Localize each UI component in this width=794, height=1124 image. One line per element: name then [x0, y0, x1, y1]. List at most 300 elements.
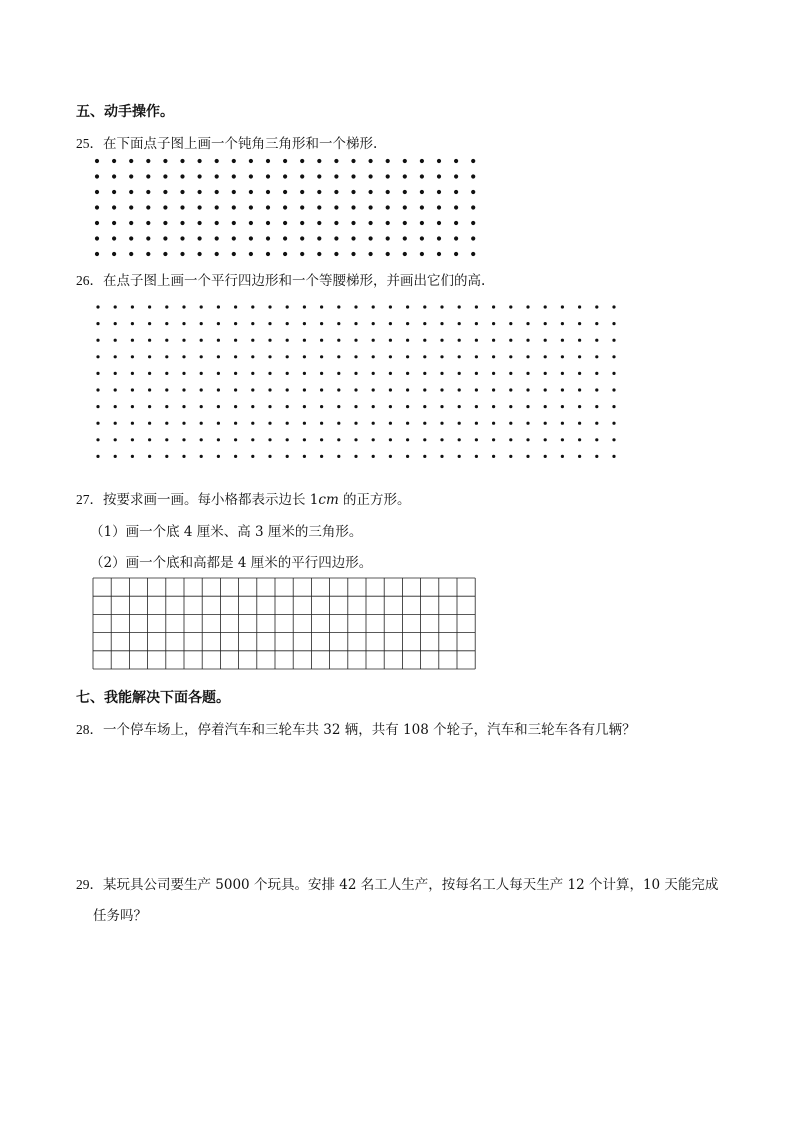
grid-dot [372, 455, 375, 458]
grid-dot [595, 422, 598, 425]
grid-dot [303, 455, 306, 458]
question-29-text: 某玩具公司要生产 5000 个玩具。安排 42 名工人生产，按每名工人每天生产 12 个计算，10 天能完成 [103, 877, 719, 893]
grid-dot [526, 422, 529, 425]
grid-dot [389, 388, 392, 391]
grid-dot [403, 205, 407, 209]
grid-dot [509, 388, 512, 391]
grid-dot [112, 159, 116, 163]
grid-dot [249, 159, 253, 163]
grid-dot [200, 405, 203, 408]
grid-dot [96, 322, 99, 325]
grid-dot [165, 305, 168, 308]
grid-dot [351, 159, 355, 163]
grid-dot [612, 305, 615, 308]
grid-dot [544, 438, 547, 441]
grid-dot [96, 339, 99, 342]
grid-dot [334, 190, 338, 194]
grid-dot [268, 405, 271, 408]
grid-dot [251, 455, 254, 458]
question-28-text: 一个停车场上，停着汽车和三轮车共 32 辆，共有 108 个轮子，汽车和三轮车各有几辆？ [103, 722, 636, 738]
grid-dot [561, 388, 564, 391]
grid-dot [337, 355, 340, 358]
grid-dot [369, 190, 373, 194]
grid-dot [354, 422, 357, 425]
grid-dot [372, 322, 375, 325]
grid-dot [492, 355, 495, 358]
grid-dot [372, 339, 375, 342]
grid-dot [454, 159, 458, 163]
grid-dot [389, 305, 392, 308]
grid-dot [544, 422, 547, 425]
question-25 [76, 132, 377, 152]
grid-dot [437, 174, 441, 178]
grid-dot [286, 372, 289, 375]
grid-dot [351, 236, 355, 240]
grid-dot [180, 205, 184, 209]
grid-dot [146, 252, 150, 256]
grid-dot [200, 455, 203, 458]
grid-dot [249, 190, 253, 194]
grid-dot [406, 339, 409, 342]
question-26 [76, 269, 485, 289]
grid-dot [612, 455, 615, 458]
grid-dot [182, 405, 185, 408]
grid-dot [198, 221, 202, 225]
grid-dot [249, 252, 253, 256]
grid-dot [251, 388, 254, 391]
grid-dot [320, 355, 323, 358]
grid-dot [232, 252, 236, 256]
grid-dot [475, 422, 478, 425]
grid-dot [129, 205, 133, 209]
grid-dot [406, 305, 409, 308]
grid-dot [200, 422, 203, 425]
grid-dot [492, 455, 495, 458]
grid-dot [595, 339, 598, 342]
grid-dot [509, 455, 512, 458]
grid-dot [286, 388, 289, 391]
grid-dot [165, 455, 168, 458]
grid-dot [198, 174, 202, 178]
grid-dot [369, 159, 373, 163]
grid-dot [561, 305, 564, 308]
grid-dot [232, 205, 236, 209]
grid-dot [612, 438, 615, 441]
grid-dot [561, 372, 564, 375]
grid-dot [300, 205, 304, 209]
grid-dot [475, 339, 478, 342]
grid-dot [249, 174, 253, 178]
grid-dot [423, 372, 426, 375]
grid-dot [182, 355, 185, 358]
grid-dot [437, 236, 441, 240]
grid-dot [386, 174, 390, 178]
question-26-text: 在点子图上画一个平行四边形和一个等腰梯形，并画出它们的高. [103, 273, 486, 289]
grid-dot [595, 355, 598, 358]
grid-dot [182, 422, 185, 425]
grid-dot [232, 221, 236, 225]
grid-dot [215, 174, 219, 178]
grid-dot [165, 388, 168, 391]
grid-dot [266, 159, 270, 163]
grid-dot [268, 355, 271, 358]
grid-dot [112, 205, 116, 209]
grid-dot [386, 159, 390, 163]
grid-dot [266, 221, 270, 225]
grid-dot [423, 355, 426, 358]
grid-dot [131, 322, 134, 325]
question-27-text-after: 的正方形。 [338, 492, 411, 508]
grid-dot [406, 322, 409, 325]
grid-dot [369, 221, 373, 225]
section-5-title: 五、动手操作。 [76, 104, 174, 120]
grid-dot [217, 388, 220, 391]
grid-dot [165, 438, 168, 441]
grid-dot [112, 174, 116, 178]
grid-dot [458, 322, 461, 325]
grid-dot [114, 438, 117, 441]
grid-dot [440, 372, 443, 375]
grid-dot [303, 422, 306, 425]
grid-dot [95, 159, 99, 163]
grid-dot [114, 339, 117, 342]
grid-dot [403, 236, 407, 240]
grid-dot [148, 339, 151, 342]
grid-dot [249, 236, 253, 240]
grid-dot [420, 174, 424, 178]
grid-dot [458, 455, 461, 458]
grid-dot [114, 355, 117, 358]
grid-dot [266, 174, 270, 178]
grid-dot [526, 322, 529, 325]
grid-dot [471, 174, 475, 178]
grid-dot [386, 205, 390, 209]
question-29-line-2: 任务吗？ [93, 908, 147, 924]
grid-dot [334, 205, 338, 209]
grid-dot [317, 174, 321, 178]
grid-dot [180, 252, 184, 256]
dot-grid-25[interactable] [88, 155, 488, 255]
grid-dot [129, 174, 133, 178]
grid-dot [131, 339, 134, 342]
question-27-unit: cm [318, 492, 339, 508]
dot-grid-26[interactable] [88, 300, 648, 470]
grid-dot [492, 322, 495, 325]
grid-dot [268, 438, 271, 441]
grid-dot [544, 372, 547, 375]
grid-dot [369, 205, 373, 209]
grid-dot [283, 236, 287, 240]
grid-dot [320, 405, 323, 408]
grid-dot [251, 305, 254, 308]
grid-dot [437, 190, 441, 194]
grid-dot [180, 159, 184, 163]
grid-dot [337, 372, 340, 375]
question-28-number: 28． [76, 722, 103, 737]
grid-dot [96, 422, 99, 425]
grid-dot [372, 438, 375, 441]
grid-dot [475, 455, 478, 458]
grid-dot [372, 305, 375, 308]
grid-dot [266, 190, 270, 194]
grid-dot [595, 455, 598, 458]
grid-dot [148, 422, 151, 425]
grid-dot [458, 388, 461, 391]
grid-dot [471, 159, 475, 163]
grid-dot [131, 405, 134, 408]
grid-dot [146, 174, 150, 178]
grid-dot [163, 159, 167, 163]
section-7-title: 七、我能解决下面各题。 [76, 690, 230, 706]
grid-dot [509, 305, 512, 308]
grid-dot [526, 405, 529, 408]
grid-dot [182, 322, 185, 325]
grid-dot [454, 190, 458, 194]
grid-dot [148, 388, 151, 391]
grid-dot [283, 159, 287, 163]
grid-dot [303, 322, 306, 325]
grid-dot [320, 305, 323, 308]
grid-dot [526, 305, 529, 308]
grid-dot [612, 405, 615, 408]
grid-dot [286, 405, 289, 408]
grid-dot [300, 252, 304, 256]
grid-dot [320, 322, 323, 325]
grid-dot [234, 438, 237, 441]
grid-dot [612, 322, 615, 325]
grid-dot [95, 252, 99, 256]
grid-dot [317, 221, 321, 225]
grid-dot [423, 422, 426, 425]
grid-dot [458, 438, 461, 441]
grid-dot [215, 252, 219, 256]
grid-dot [372, 422, 375, 425]
grid-dot [182, 305, 185, 308]
grid-dot [578, 455, 581, 458]
grid-dot [320, 455, 323, 458]
grid-dot [544, 322, 547, 325]
grid-dot [526, 355, 529, 358]
grid-dot [578, 372, 581, 375]
grid-dot [354, 305, 357, 308]
grid-dot [234, 405, 237, 408]
grid-dot [268, 388, 271, 391]
grid-dot [249, 205, 253, 209]
grid-dot [217, 438, 220, 441]
grid-dot [317, 190, 321, 194]
question-25-text: 在下面点子图上画一个钝角三角形和一个梯形. [103, 136, 378, 152]
grid-dot [114, 322, 117, 325]
grid-dot [423, 438, 426, 441]
grid-dot [578, 405, 581, 408]
square-grid-27[interactable] [92, 577, 477, 672]
grid-dot [440, 438, 443, 441]
grid-dot [337, 305, 340, 308]
grid-dot [595, 405, 598, 408]
grid-dot [389, 355, 392, 358]
grid-dot [492, 438, 495, 441]
grid-dot [200, 339, 203, 342]
grid-dot [131, 422, 134, 425]
grid-dot [578, 339, 581, 342]
grid-dot [561, 405, 564, 408]
grid-dot [303, 305, 306, 308]
grid-dot [303, 355, 306, 358]
grid-dot [595, 372, 598, 375]
grid-dot [440, 455, 443, 458]
grid-dot [492, 388, 495, 391]
grid-dot [234, 388, 237, 391]
grid-dot [217, 455, 220, 458]
grid-dot [266, 236, 270, 240]
grid-dot [526, 388, 529, 391]
grid-dot [182, 455, 185, 458]
grid-dot [182, 388, 185, 391]
grid-dot [114, 455, 117, 458]
question-27 [76, 488, 411, 508]
grid-dot [454, 252, 458, 256]
question-26-number: 26． [76, 273, 103, 288]
grid-dot [148, 438, 151, 441]
grid-dot [215, 190, 219, 194]
grid-dot [475, 372, 478, 375]
grid-dot [509, 339, 512, 342]
grid-dot [112, 221, 116, 225]
grid-dot [180, 236, 184, 240]
grid-dot [440, 355, 443, 358]
grid-dot [509, 322, 512, 325]
grid-dot [406, 422, 409, 425]
grid-dot [283, 252, 287, 256]
grid-dot [232, 190, 236, 194]
grid-dot [114, 405, 117, 408]
grid-dot [334, 159, 338, 163]
grid-dot [232, 236, 236, 240]
grid-dot [96, 372, 99, 375]
grid-dot [249, 221, 253, 225]
grid-dot [217, 339, 220, 342]
grid-dot [354, 339, 357, 342]
grid-dot [386, 221, 390, 225]
grid-dot [437, 205, 441, 209]
grid-dot [180, 190, 184, 194]
question-27-text-before: 按要求画一画。每小格都表示边长 1 [103, 492, 319, 508]
grid-dot [283, 205, 287, 209]
grid-dot [578, 305, 581, 308]
grid-dot [471, 205, 475, 209]
grid-dot [420, 236, 424, 240]
grid-dot [454, 205, 458, 209]
grid-dot [234, 339, 237, 342]
grid-dot [403, 159, 407, 163]
grid-dot [423, 305, 426, 308]
grid-dot [129, 190, 133, 194]
grid-dot [471, 221, 475, 225]
grid-dot [509, 355, 512, 358]
grid-dot [200, 322, 203, 325]
grid-dot [403, 174, 407, 178]
grid-dot [96, 405, 99, 408]
grid-dot [403, 221, 407, 225]
grid-dot [492, 305, 495, 308]
grid-dot [389, 405, 392, 408]
grid-dot [492, 372, 495, 375]
grid-dot [320, 388, 323, 391]
grid-dot [406, 455, 409, 458]
grid-dot [420, 205, 424, 209]
grid-dot [509, 438, 512, 441]
grid-dot [300, 221, 304, 225]
grid-dot [561, 422, 564, 425]
grid-dot [303, 388, 306, 391]
grid-dot [612, 339, 615, 342]
grid-dot [578, 355, 581, 358]
grid-dot [317, 252, 321, 256]
grid-dot [354, 355, 357, 358]
grid-dot [165, 372, 168, 375]
grid-dot [217, 422, 220, 425]
grid-dot [386, 252, 390, 256]
grid-dot [146, 221, 150, 225]
grid-dot [406, 438, 409, 441]
grid-dot [437, 252, 441, 256]
grid-dot [578, 422, 581, 425]
grid-dot [389, 422, 392, 425]
grid-dot [526, 372, 529, 375]
grid-dot [215, 205, 219, 209]
grid-dot [544, 305, 547, 308]
grid-dot [423, 455, 426, 458]
grid-dot [129, 252, 133, 256]
grid-dot [471, 252, 475, 256]
grid-dot [320, 438, 323, 441]
grid-dot [320, 339, 323, 342]
grid-dot [420, 252, 424, 256]
grid-dot [492, 405, 495, 408]
grid-dot [386, 236, 390, 240]
grid-dot [458, 355, 461, 358]
grid-dot [440, 405, 443, 408]
grid-dot [198, 159, 202, 163]
grid-dot [337, 455, 340, 458]
grid-dot [440, 388, 443, 391]
grid-dot [286, 339, 289, 342]
grid-dot [96, 455, 99, 458]
grid-dot [146, 236, 150, 240]
grid-dot [129, 221, 133, 225]
grid-dot [337, 322, 340, 325]
grid-dot [163, 252, 167, 256]
grid-dot [251, 422, 254, 425]
question-27-number: 27． [76, 492, 103, 507]
grid-dot [268, 339, 271, 342]
grid-dot [286, 422, 289, 425]
grid-dot [217, 305, 220, 308]
grid-dot [561, 455, 564, 458]
grid-dot [95, 221, 99, 225]
grid-dot [544, 388, 547, 391]
grid-dot [475, 438, 478, 441]
grid-dot [286, 455, 289, 458]
grid-dot [337, 422, 340, 425]
grid-dot [251, 438, 254, 441]
grid-dot [148, 372, 151, 375]
grid-dot [182, 339, 185, 342]
grid-dot [268, 422, 271, 425]
grid-dot [454, 236, 458, 240]
grid-dot [303, 339, 306, 342]
grid-dot [544, 405, 547, 408]
